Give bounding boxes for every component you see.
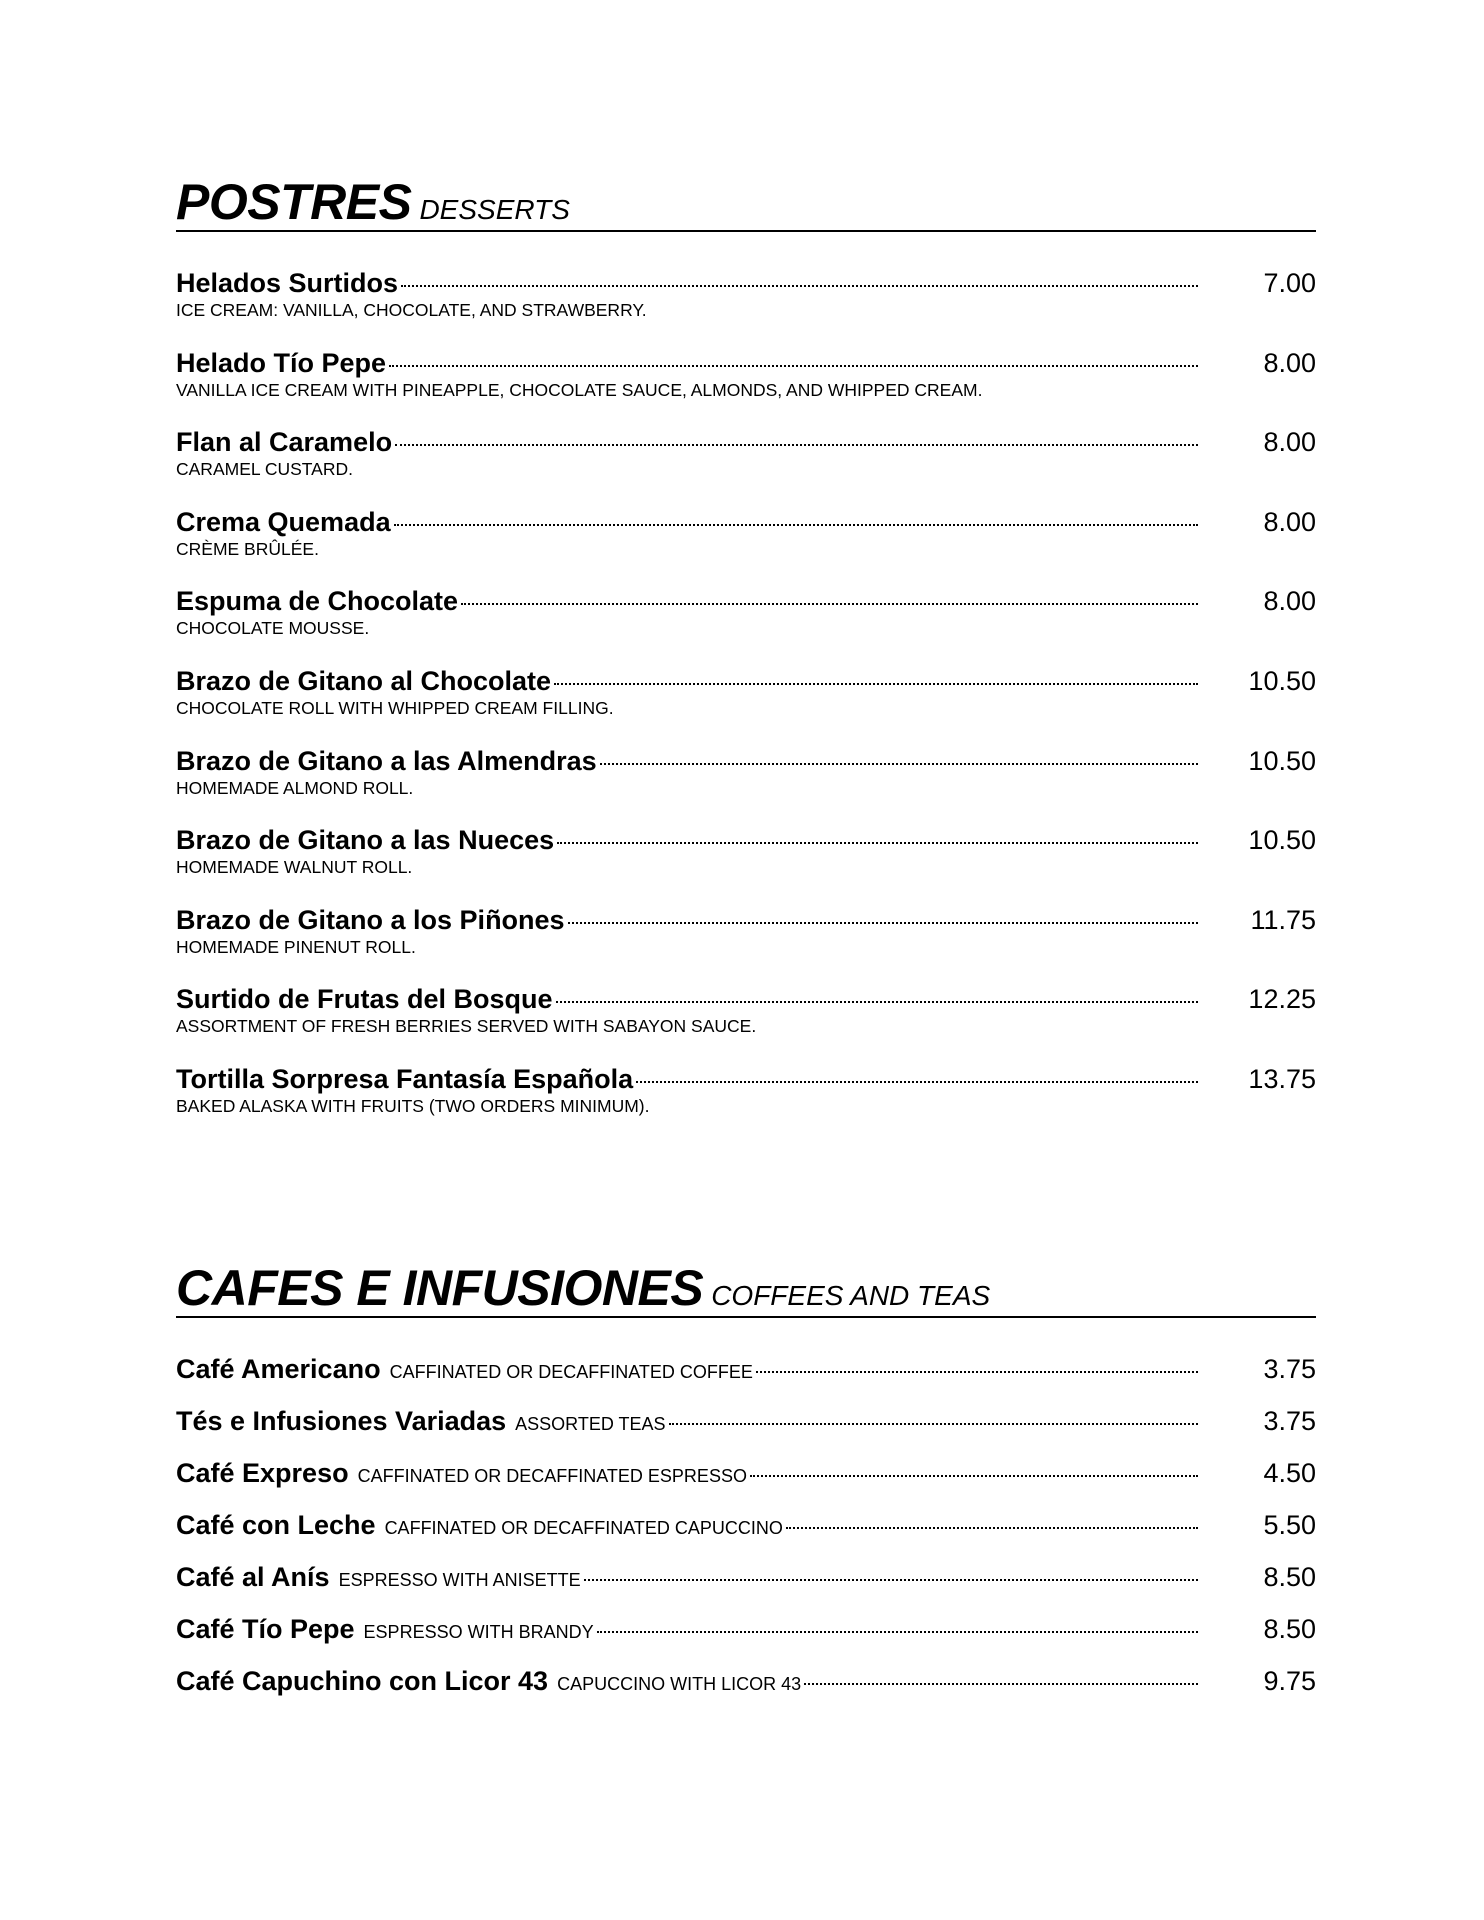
item-price: 12.25 (1248, 984, 1316, 1015)
item-price: 8.50 (1263, 1562, 1316, 1592)
item-price: 3.75 (1263, 1406, 1316, 1436)
desserts-section-header (176, 174, 1316, 232)
item-description: CARAMEL CUSTARD. (176, 459, 353, 480)
item-name: Brazo de Gitano a los Piñones (176, 904, 565, 935)
dot-leader (556, 1001, 1198, 1003)
item-price: 10.50 (1248, 825, 1316, 856)
item-name: Tés e Infusiones Variadas (176, 1406, 507, 1436)
dot-leader (804, 1683, 1198, 1685)
item-name: Brazo de Gitano a las Nueces (176, 825, 555, 856)
item-name: Café Americano (176, 1354, 381, 1384)
item-description: CAFFINATED OR DECAFFINATED CAPUCCINO (384, 1518, 783, 1538)
item-name: Helado Tío Pepe (176, 347, 387, 378)
dot-leader (750, 1475, 1198, 1477)
item-description: CAFFINATED OR DECAFFINATED ESPRESSO (357, 1466, 747, 1486)
item-price: 5.50 (1263, 1510, 1316, 1540)
item-description: ESPRESSO WITH ANISETTE (338, 1570, 581, 1590)
item-description: CHOCOLATE MOUSSE. (176, 618, 370, 639)
dot-leader (756, 1371, 1198, 1373)
item-name: Café Capuchino con Licor 43 (176, 1666, 549, 1696)
desserts-title: POSTRES (176, 174, 412, 230)
item-description: ASSORTMENT OF FRESH BERRIES SERVED WITH SABAYON SAUCE. (176, 1016, 757, 1037)
list-item (176, 903, 1316, 983)
item-price: 8.00 (1263, 586, 1316, 617)
dot-leader (669, 1423, 1198, 1425)
item-price: 10.50 (1248, 665, 1316, 696)
list-item (176, 1664, 1316, 1716)
item-price: 13.75 (1248, 1063, 1316, 1094)
item-name: Café Tío Pepe (176, 1614, 355, 1644)
item-description: HOMEMADE ALMOND ROLL. (176, 777, 414, 798)
item-price: 8.00 (1263, 427, 1316, 458)
item-price: 8.00 (1263, 347, 1316, 378)
dot-leader (394, 524, 1198, 526)
list-item (176, 425, 1316, 505)
coffees-subtitle: COFFEES AND TEAS (711, 1280, 991, 1311)
item-price: 4.50 (1263, 1458, 1316, 1488)
list-item (176, 1508, 1316, 1560)
item-name: Crema Quemada (176, 506, 391, 537)
coffees-list (176, 1352, 1316, 1716)
list-item (176, 823, 1316, 903)
item-description: ASSORTED TEAS (515, 1414, 666, 1434)
desserts-list (176, 266, 1316, 1142)
item-name: Café con Leche (176, 1510, 376, 1540)
list-item (176, 346, 1316, 426)
item-name: Café al Anís (176, 1562, 330, 1592)
item-price: 9.75 (1263, 1666, 1316, 1696)
item-description: CRÈME BRÛLÉE. (176, 538, 319, 559)
item-description: ESPRESSO WITH BRANDY (363, 1622, 594, 1642)
item-description: HOMEMADE WALNUT ROLL. (176, 857, 413, 878)
item-price: 3.75 (1263, 1354, 1316, 1384)
list-item (176, 744, 1316, 824)
list-item (176, 1404, 1316, 1456)
item-description: VANILLA ICE CREAM WITH PINEAPPLE, CHOCOLATE SAUCE, ALMONDS, AND WHIPPED CREAM. (176, 379, 983, 400)
list-item (176, 1456, 1316, 1508)
dot-leader (554, 683, 1198, 685)
item-name: Brazo de Gitano a las Almendras (176, 745, 597, 776)
item-description: BAKED ALASKA WITH FRUITS (TWO ORDERS MINIMUM). (176, 1095, 650, 1116)
item-name: Espuma de Chocolate (176, 586, 459, 617)
coffees-title: CAFES E INFUSIONES (176, 1260, 704, 1316)
list-item (176, 1062, 1316, 1142)
desserts-subtitle: DESSERTS (419, 194, 570, 225)
item-name: Brazo de Gitano al Chocolate (176, 665, 552, 696)
item-name: Surtido de Frutas del Bosque (176, 984, 553, 1015)
item-price: 8.00 (1263, 506, 1316, 537)
list-item (176, 1612, 1316, 1664)
list-item (176, 982, 1316, 1062)
dot-leader (389, 365, 1198, 367)
item-name: Flan al Caramelo (176, 427, 393, 458)
dot-leader (584, 1579, 1198, 1581)
dot-leader (636, 1081, 1198, 1083)
item-price: 7.00 (1263, 268, 1316, 298)
dot-leader (597, 1631, 1198, 1633)
list-item (176, 1560, 1316, 1612)
dot-leader (557, 842, 1198, 844)
coffees-section-header (176, 1260, 1316, 1318)
item-name: Café Expreso (176, 1458, 349, 1488)
list-item (176, 1352, 1316, 1404)
item-description: CHOCOLATE ROLL WITH WHIPPED CREAM FILLING. (176, 697, 614, 718)
list-item (176, 505, 1316, 585)
item-description: CAFFINATED OR DECAFFINATED COFFEE (389, 1362, 753, 1382)
item-price: 11.75 (1250, 904, 1316, 935)
item-name: Tortilla Sorpresa Fantasía Española (176, 1063, 634, 1094)
dot-leader (568, 922, 1198, 924)
item-price: 10.50 (1248, 745, 1316, 776)
list-item (176, 266, 1316, 346)
dot-leader (786, 1527, 1198, 1529)
item-description: CAPUCCINO WITH LICOR 43 (557, 1674, 802, 1694)
dot-leader (461, 603, 1198, 605)
item-description: HOMEMADE PINENUT ROLL. (176, 936, 416, 957)
dot-leader (395, 444, 1198, 446)
item-price: 8.50 (1263, 1614, 1316, 1644)
dot-leader (600, 763, 1198, 765)
item-description: ICE CREAM: VANILLA, CHOCOLATE, AND STRAWBERRY. (176, 300, 647, 320)
list-item (176, 584, 1316, 664)
dot-leader (401, 285, 1198, 287)
item-name: Helados Surtidos (176, 268, 399, 298)
list-item (176, 664, 1316, 744)
